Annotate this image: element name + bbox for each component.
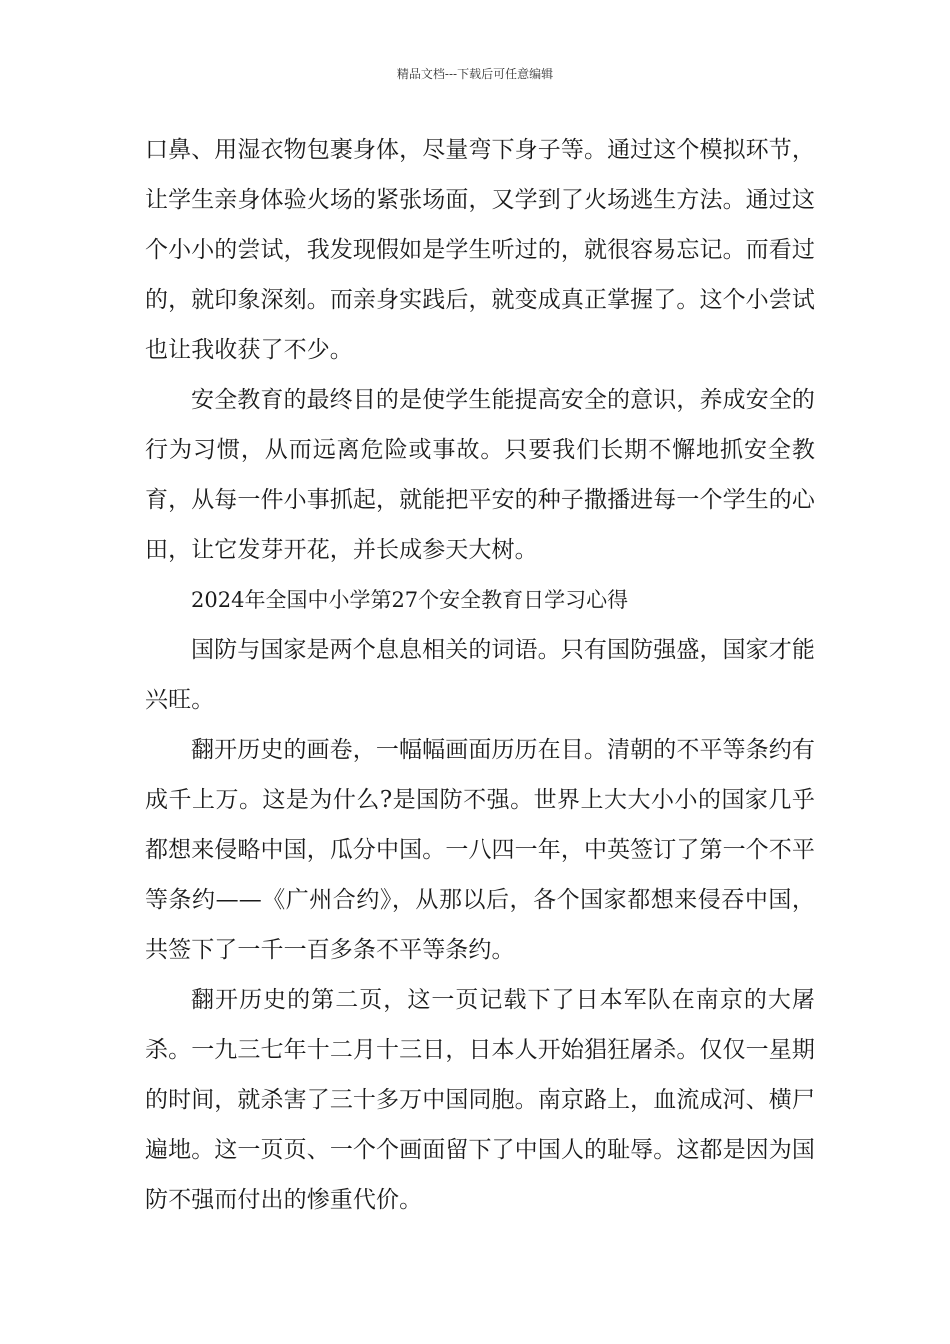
section-title: 2024年全国中小学第27个安全教育日学习心得 — [191, 588, 629, 612]
paragraph-history-treaties: 翻开历史的画卷，一幅幅画面历历在目。清朝的不平等条约有成千上万。这是为什么?是国防不强。世界上大大小小的国家几乎都想来侵略中国，瓜分中国。一八四一年，中英签订了第一个不平等条约——《广州合约》，从那以后，各个国家都想来侵吞中国，共签下了一千一百多条不平等条约。 — [145, 737, 815, 963]
paragraph-safety-goal: 安全教育的最终目的是使学生能提高安全的意识，养成安全的行为习惯，从而远离危险或事故。只要我们长期不懈地抓安全教育，从每一件小事抓起，就能把平安的种子撒播进每一个学生的心田，让它发芽开花，并长成参天大树。 — [145, 387, 815, 563]
document-body — [145, 125, 815, 1225]
page-header: 精品文档---下载后可任意编辑 — [396, 67, 554, 81]
paragraph-history-nanjing: 翻开历史的第二页，这一页记载下了日本军队在南京的大屠杀。一九三七年十二月十三日，日本人开始猖狂屠杀。仅仅一星期的时间，就杀害了三十多万中国同胞。南京路上，血流成河、横尸遍地。这一页页、一个个画面留下了中国人的耻辱。这都是因为国防不强而付出的惨重代价。 — [145, 987, 815, 1213]
paragraph-national-defense: 国防与国家是两个息息相关的词语。只有国防强盛，国家才能兴旺。 — [145, 637, 815, 713]
paragraph-continuation: 口鼻、用湿衣物包裹身体，尽量弯下身子等。通过这个模拟环节，让学生亲身体验火场的紧张场面，又学到了火场逃生方法。通过这个小小的尝试，我发现假如是学生听过的，就很容易忘记。而看过的，就印象深刻。而亲身实践后，就变成真正掌握了。这个小尝试也让我收获了不少。 — [145, 137, 815, 363]
